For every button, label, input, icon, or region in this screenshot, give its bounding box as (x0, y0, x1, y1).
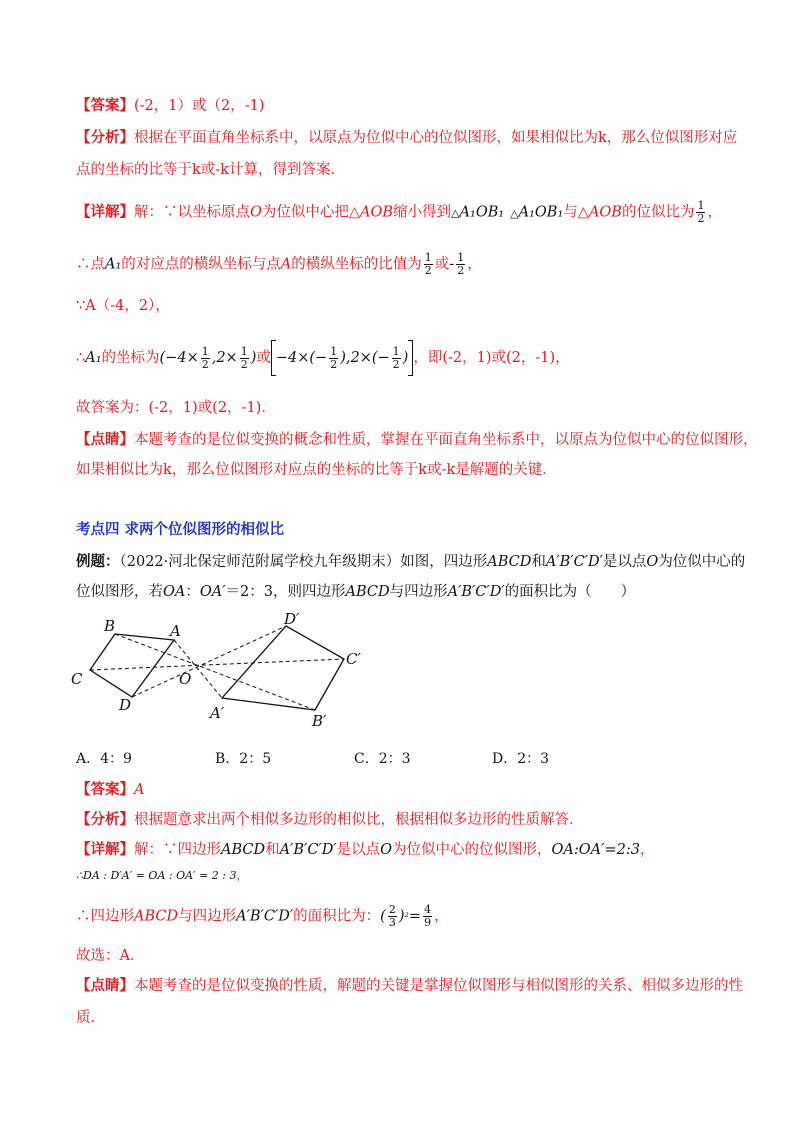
detail-tag: 【详解】 (76, 203, 134, 221)
example-l2g: 与四边形 (389, 584, 448, 600)
detail-l4a: ∴ (76, 350, 86, 366)
quad-abcd-text: ABCD (221, 842, 266, 858)
example-label: 例题： (76, 553, 120, 570)
analysis2-tag: 【分析】 (76, 811, 134, 828)
label-d: D (119, 696, 132, 714)
example-l1d: A′B′C′D′ (545, 554, 603, 570)
detail-l1c: 为位似中心把△ (261, 204, 361, 221)
option-b[interactable]: B．2：5 (215, 751, 272, 767)
coord-2c: ) (402, 350, 409, 366)
comment-text-2: 如果相似比为k，那么位似图形对应点的坐标的比等于k或-k是解题的关键． (76, 462, 557, 478)
point-o: O (250, 204, 262, 221)
homothety-figure (62, 606, 382, 736)
choice-line: 故选：A． (76, 948, 145, 964)
detail-line-4 (76, 340, 570, 376)
example-l1b: ABCD (487, 554, 532, 570)
example-l2e: ＝2：3，则四边形 (225, 584, 346, 600)
option-a[interactable]: A．4：9 (76, 751, 132, 767)
triangle-symbol: △ (451, 206, 460, 220)
example-l1c: 和 (531, 554, 546, 570)
example-l2h: A′B′C′D′ (447, 584, 505, 600)
detail-l2d: 的横纵坐标的比值为 (291, 256, 422, 273)
detail2-l3e: 的面积比为： (293, 908, 381, 925)
section-title: 考点四 求两个位似图形的相似比 (76, 521, 285, 538)
detail2-tag: 【详解】 (76, 841, 134, 858)
coord-2b: ),2×(− (340, 350, 390, 366)
comment2-line-1 (76, 976, 743, 996)
equals: = (408, 908, 422, 925)
analysis-line-1 (76, 128, 737, 148)
detail2-l2b: ， (236, 869, 248, 882)
example-l2f: ABCD (345, 584, 390, 600)
example-l2i: 的面积比为（ ） (504, 584, 636, 600)
coord-1b: ,2× (211, 350, 238, 366)
example-line-2 (76, 582, 635, 602)
detail2-l3c: 与四边形 (178, 908, 237, 925)
option-d[interactable]: D．2：3 (492, 751, 550, 767)
ratio-expr: OA:OA′=2:3 (551, 842, 640, 858)
detail-l2a: ∴点 (76, 256, 105, 273)
answer2-line (76, 780, 144, 800)
da-ratio-expr: ∴DA : D′A′ = OA : OA′ = 2 : 3 (76, 869, 237, 882)
label-d2: D′ (284, 610, 300, 628)
example-l1g: 为位似中心的 (658, 554, 746, 570)
label-o: O (179, 670, 192, 688)
triangle-a1ob1: A₁OB₁ (459, 204, 505, 221)
detail2-l1b: 是以点 (336, 842, 381, 858)
point-a: A (280, 256, 292, 273)
coord-frac-2: $\frac{1}{2}$ (240, 344, 248, 371)
label-b2: B′ (312, 712, 327, 730)
detail-l4c: ，即(-2，1)或(2，-1)， (413, 350, 570, 366)
detail-line-3: ∵A（-4，2）， (76, 298, 170, 314)
analysis2-text: 根据题意求出两个相似多边形的相似比，根据相似多边形的性质解答． (134, 812, 584, 828)
dash-d-d2 (132, 626, 286, 697)
conclusion-line: 故答案为：(-2，1)或(2，-1)． (76, 400, 276, 416)
label-a: A (170, 622, 181, 640)
or-word: 或 (434, 256, 450, 273)
coord-frac-4: $\frac{1}{2}$ (392, 344, 400, 371)
answer2-text: A (134, 782, 145, 798)
label-c2: C′ (346, 650, 361, 668)
detail-l1a: 解：∵以坐标原点 (134, 204, 250, 221)
answer-text: (-2，1）或（2，-1) (134, 98, 265, 114)
quad-abcd-shape (90, 634, 174, 697)
frac-2-3: $\frac{2}{3}$ (388, 903, 396, 929)
point-o-2: O (380, 842, 393, 858)
triangle-a1ob1-2: A₁OB₁ (518, 204, 564, 221)
analysis-text-2: 点的坐标的比等于k或-k计算，得到答案． (76, 162, 345, 178)
detail2-l3f: ， (434, 908, 449, 925)
detail2-l3b: ABCD (134, 908, 179, 925)
comment2-text-2: 质． (76, 1010, 105, 1026)
detail-line-2: ∴点A₁的对应点的横纵坐标与点A的横纵坐标的比值为 $\frac{1}{2}$ 或- $\frac{1}{2}$ ， (76, 251, 482, 277)
analysis-tag: 【分析】 (76, 129, 134, 146)
example-l1e: 是以点 (602, 554, 647, 570)
quad-a2b2c2d2-shape (222, 626, 344, 710)
example-l2b: OA (163, 584, 186, 600)
analysis-text-1: 根据在平面直角坐标系中，以原点为位似中心的位似图形，如果相似比为k，那么位似图形对应 (134, 130, 738, 146)
answer2-tag: 【答案】 (76, 781, 134, 798)
example-l2a: 位似图形，若 (76, 584, 163, 600)
comment-line-1 (76, 430, 758, 450)
example-l1f: O (646, 554, 659, 570)
label-c: C (71, 670, 83, 688)
fraction-half-2: $\frac{1}{2}$ (424, 251, 432, 277)
detail2-line-1 (76, 840, 654, 860)
comment-text-1: 本题考查的是位似变换的概念和性质，掌握在平面直角坐标系中，以原点为位似中心的位似图形， (134, 432, 758, 448)
detail-l4b: 的坐标为 (101, 350, 160, 366)
triangle-aob: AOB (360, 204, 394, 221)
dash-b-b2 (115, 634, 315, 710)
answer-line-1 (76, 96, 265, 116)
example-l1a: （2022·河北保定师范附属学校九年级期末）如图，四边形 (119, 554, 488, 570)
answer-tag: 【答案】 (76, 97, 134, 114)
quad-a2b2c2d2 (222, 626, 344, 710)
coord-1a: (−4× (159, 350, 199, 366)
detail-l1h: 的位似比为 (621, 204, 695, 221)
point-a1-2: A₁ (85, 350, 102, 366)
dash-a-a2 (174, 640, 222, 698)
point-a1: A₁ (105, 256, 122, 273)
dash-c-c2 (90, 659, 344, 670)
detail2-line-2 (76, 866, 247, 886)
minus-sign: - (449, 256, 455, 273)
quad-a2b2c2d2-text: A′B′C′D′ (279, 842, 337, 858)
detail2-l3a: ∴四边形 (76, 908, 134, 925)
detail2-l3d: A′B′C′D′ (236, 908, 294, 925)
quad-abcd (90, 634, 174, 697)
coord-frac-3: $\frac{1}{2}$ (330, 344, 338, 371)
detail2-l1c: 为位似中心的位似图形， (392, 842, 552, 858)
frac-4-9: $\frac{4}{9}$ (424, 903, 432, 929)
example-line-1 (76, 552, 745, 572)
fraction-half-3: $\frac{1}{2}$ (457, 251, 465, 277)
coord-2a: −4×(− (275, 350, 328, 366)
comment-tag: 【点睛】 (76, 431, 134, 448)
analysis2-line (76, 810, 584, 830)
coord-1c: ) (250, 350, 257, 366)
option-c[interactable]: C．2：3 (354, 751, 411, 767)
square-sup: ² (404, 910, 409, 924)
label-b: B (104, 617, 116, 635)
detail-l1f: 与△ (563, 204, 589, 221)
coord-frac-1: $\frac{1}{2}$ (201, 344, 209, 371)
or-word-2: 或 (256, 350, 271, 366)
detail2-l1a: 解：∵四边形 (134, 842, 221, 858)
comment2-text-1: 本题考查的是位似变换的性质，解题的关键是掌握位似图形与相似图形的关系、相似多边形的性 (134, 978, 743, 994)
label-a2: A′ (210, 704, 225, 722)
detail2-line-3: ∴四边形ABCD与四边形A′B′C′D′的面积比为：( $\frac{2}{3}$ )²= $\frac{4}{9}$ ， (76, 903, 449, 929)
example-l2d: OA′ (199, 584, 226, 600)
detail-line-1: 【详解】解：∵以坐标原点O为位似中心把△AOB缩小得到△A₁OB₁ △A₁OB₁与△AOB的位似比为 $\frac{1}{2}$ ， (76, 199, 722, 225)
he-word: 和 (265, 842, 280, 858)
triangle-symbol-2: △ (510, 206, 519, 220)
triangle-aob-2: AOB (588, 204, 622, 221)
fraction-half: $\frac{1}{2}$ (697, 199, 705, 225)
comma: ， (639, 842, 655, 858)
example-l2c: ： (185, 584, 200, 600)
comment2-tag: 【点睛】 (76, 977, 134, 994)
detail-l2b: 的对应点的横纵坐标与点 (121, 256, 281, 273)
detail-l1e: 缩小得到 (393, 204, 452, 221)
